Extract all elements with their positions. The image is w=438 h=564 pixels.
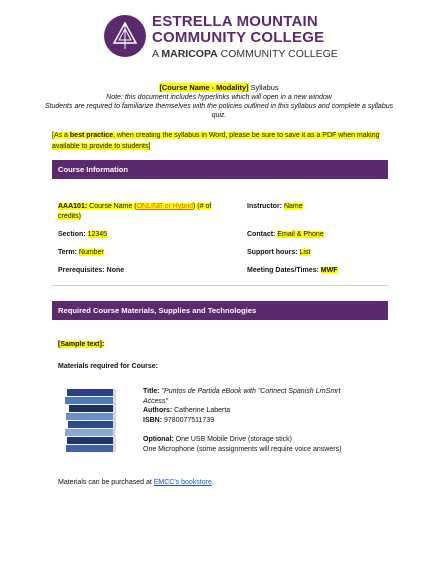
support-hours-field: Support hours: List	[247, 249, 311, 256]
modality-link[interactable]: ONLINE or Hybrid	[136, 203, 194, 210]
bookstore-link[interactable]: EMCC's bookstore	[153, 479, 212, 486]
best-practice-tip: [As a best practice, when creating the syllabus in Word, please be sure to save it as a PDF when making available to provide to students]	[52, 132, 380, 150]
logo-line-2: COMMUNITY COLLEGE	[152, 29, 325, 46]
note-line-1: Note: this document includes hyperlinks which will open in a new window	[106, 94, 332, 101]
college-seal-icon	[104, 15, 146, 57]
meeting-times-field: Meeting Dates/Times: MWF	[247, 267, 338, 274]
optional-field: Optional: One USB Mobile Drive (storage stick)	[143, 435, 292, 443]
logo-line-1: ESTRELLA MOUNTAIN	[152, 13, 318, 30]
course-name-modality: [Course Name - Modality]	[159, 83, 249, 92]
course-title-field: AAA101: Course Name (ONLINE or Hybrid) (# of credits)	[58, 203, 212, 220]
purchase-line: Materials can be purchased at EMCC's bookstore.	[58, 479, 214, 486]
textbook-stack-image	[63, 387, 119, 453]
contact-field: Contact: Email & Phone	[247, 231, 324, 238]
book-isbn-field: ISBN: 9780077511739	[143, 416, 215, 424]
section-field: Section: 12345	[58, 231, 108, 238]
materials-required-label: Materials required for Course:	[58, 363, 158, 370]
instructor-field: Instructor: Name	[247, 203, 303, 210]
materials-details	[143, 387, 363, 454]
microphone-field: One Microphone (some assignments will require voice answers)	[143, 445, 342, 453]
document-title	[0, 83, 438, 92]
syllabus-word: Syllabus	[250, 83, 279, 92]
book-authors-field: Authors: Catherine Laberta	[143, 407, 231, 415]
section-divider	[52, 285, 388, 286]
course-information-heading: Course Information	[52, 160, 388, 179]
term-field: Term: Number	[58, 249, 104, 256]
book-title-field: Title: "Puntos de Partida eBook with "Connect Spanish LrnSmrt Access"	[143, 388, 341, 405]
materials-heading: Required Course Materials, Supplies and Technologies	[52, 301, 388, 320]
college-logo	[104, 12, 338, 62]
prerequisites-field: Prerequisites: None	[58, 267, 125, 274]
document-note	[40, 93, 398, 120]
note-line-2: Students are required to familiarize themselves with the policies outlined in this syllabus and complete a syllabus quiz.	[44, 103, 394, 119]
sample-text-label: [Sample text]:	[58, 341, 105, 348]
logo-line-3: A MARICOPA COMMUNITY COLLEGE	[152, 48, 338, 60]
